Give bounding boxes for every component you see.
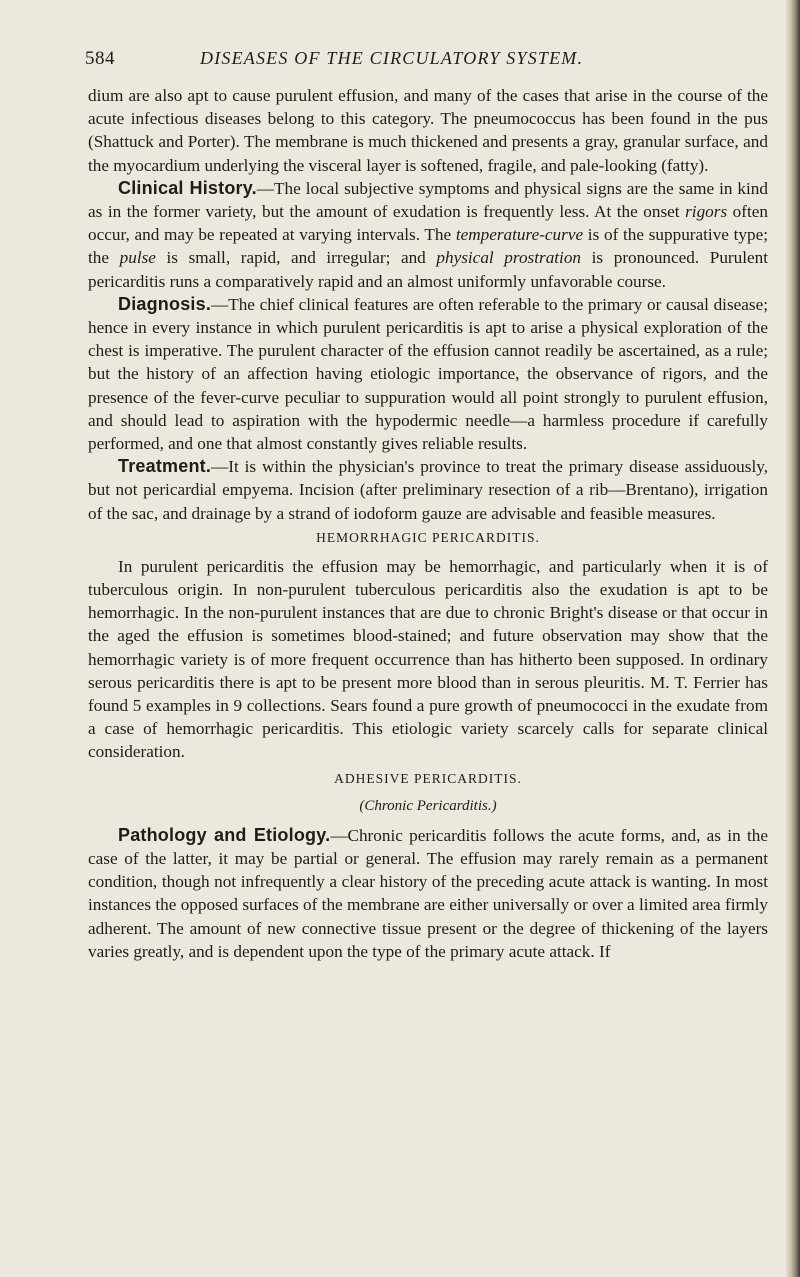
- clinical-history-paragraph: [88, 177, 768, 293]
- adhesive-section-title: ADHESIVE PERICARDITIS.: [334, 770, 522, 786]
- clinical-history-heading: Clinical History.: [118, 177, 257, 198]
- clinical-text-4: is small, rapid, and irregular; and: [155, 248, 437, 268]
- pathology-heading: Pathology and Etiology.: [118, 824, 331, 845]
- pathology-paragraph: [88, 824, 768, 963]
- treatment-heading: Treatment.: [118, 456, 212, 477]
- diagnosis-heading: Diagnosis.: [118, 293, 212, 314]
- clinical-text-3: is of the suppurative type; the: [88, 225, 768, 268]
- treatment-paragraph: [88, 455, 768, 525]
- clinical-text-5: is pronounced. Purulent pericarditis runs a comparatively rapid and an almost uniformly unfavorable course.: [88, 248, 769, 291]
- hemorrhagic-paragraph: In purulent pericarditis the effusion may be hemorrhagic, and particularly when it is of tuberculous origin. In non-purulent tuberculous pericarditis also the exudation is apt to be hemorrhagic. In the non-purulent instances that are due to chronic Bright's disease or that occur in the aged the effusion is sometimes blood-stained; and future observation may show that the hemorrhagic variety is of more frequent occurrence than has hitherto been supposed. In ordinary serous pericarditis there is apt to be present more blood than in serous pleuritis. M. T. Ferrier has found 5 examples in 9 collections. Sears found a pure growth of pneumococci in the exudate from a case of hemorrhagic pericarditis. This etiologic variety scarcely calls for separate clinical consideration.: [88, 556, 768, 762]
- running-title: DISEASES OF THE CIRCULATORY SYSTEM.: [200, 48, 584, 68]
- treatment-text: —It is within the physician's province to treat the primary disease assiduously, but not pericardial empyema. Incision (after preliminary resection of a rib—Brentano), irrigation of the sac, and drainage by a strand of iodoform gauze are advisable and feasible measures.: [88, 457, 768, 523]
- page-header: [85, 48, 765, 72]
- clinical-text-2: often occur, and may be repeated at varying intervals. The: [88, 202, 768, 245]
- intro-paragraph: dium are also apt to cause purulent effusion, and many of the cases that arise in the course of the acute infectious diseases belong to this category. The pneumococcus has been found in the pus (Shattuck and Porter). The membrane is much thickened and presents a gray, granular surface, and the myocardium underlying the visceral layer is softened, fragile, and pale-looking (fatty).: [88, 86, 768, 175]
- adhesive-section-subtitle: (Chronic Pericarditis.): [359, 797, 497, 814]
- clinical-italic-rigors: rigors: [685, 202, 728, 222]
- clinical-italic-temperature-curve: temperature-curve: [455, 225, 584, 245]
- clinical-text-1: —The local subjective symptoms and physical signs are the same in kind as in the former variety, but the amount of exudation is frequently less. At the onset: [88, 178, 768, 222]
- page-number: 584: [85, 48, 115, 69]
- page-body: [88, 84, 768, 963]
- hemorrhagic-section-title: HEMORRHAGIC PERICARDITIS.: [316, 529, 540, 545]
- diagnosis-text: —The chief clinical features are often referable to the primary or causal disease; hence in every instance in which purulent pericarditis is apt to arise a physical exploration of the chest is imperative. The purulent character of the effusion cannot readily be ascertained, as a rule; but the history of an affection having etiologic importance, the observance of rigors, and the presence of the fever-curve peculiar to suppuration would all point strongly to purulent effusion, and should lead to aspiration with the hypodermic needle—a harmless procedure if carefully performed, and one that almost constantly gives reliable results.: [88, 294, 768, 454]
- diagnosis-paragraph: [88, 293, 768, 455]
- pathology-text: —Chronic pericarditis follows the acute forms, and, as in the case of the latter, it may be partial or general. The effusion may rarely remain as a permanent condition, though not infrequently a clear history of the preceding acute attack is wanting. In most instances the opposed surfaces of the membrane are either universally or over a limited area firmly adherent. The amount of new connective tissue present or the degree of thickening of the layers varies greatly, and is dependent upon the type of the primary acute attack. If: [88, 825, 768, 961]
- clinical-italic-pulse: pulse: [119, 248, 156, 268]
- clinical-italic-physical-prostration: physical prostration: [436, 248, 582, 268]
- page-edge-shadow: [786, 0, 800, 1277]
